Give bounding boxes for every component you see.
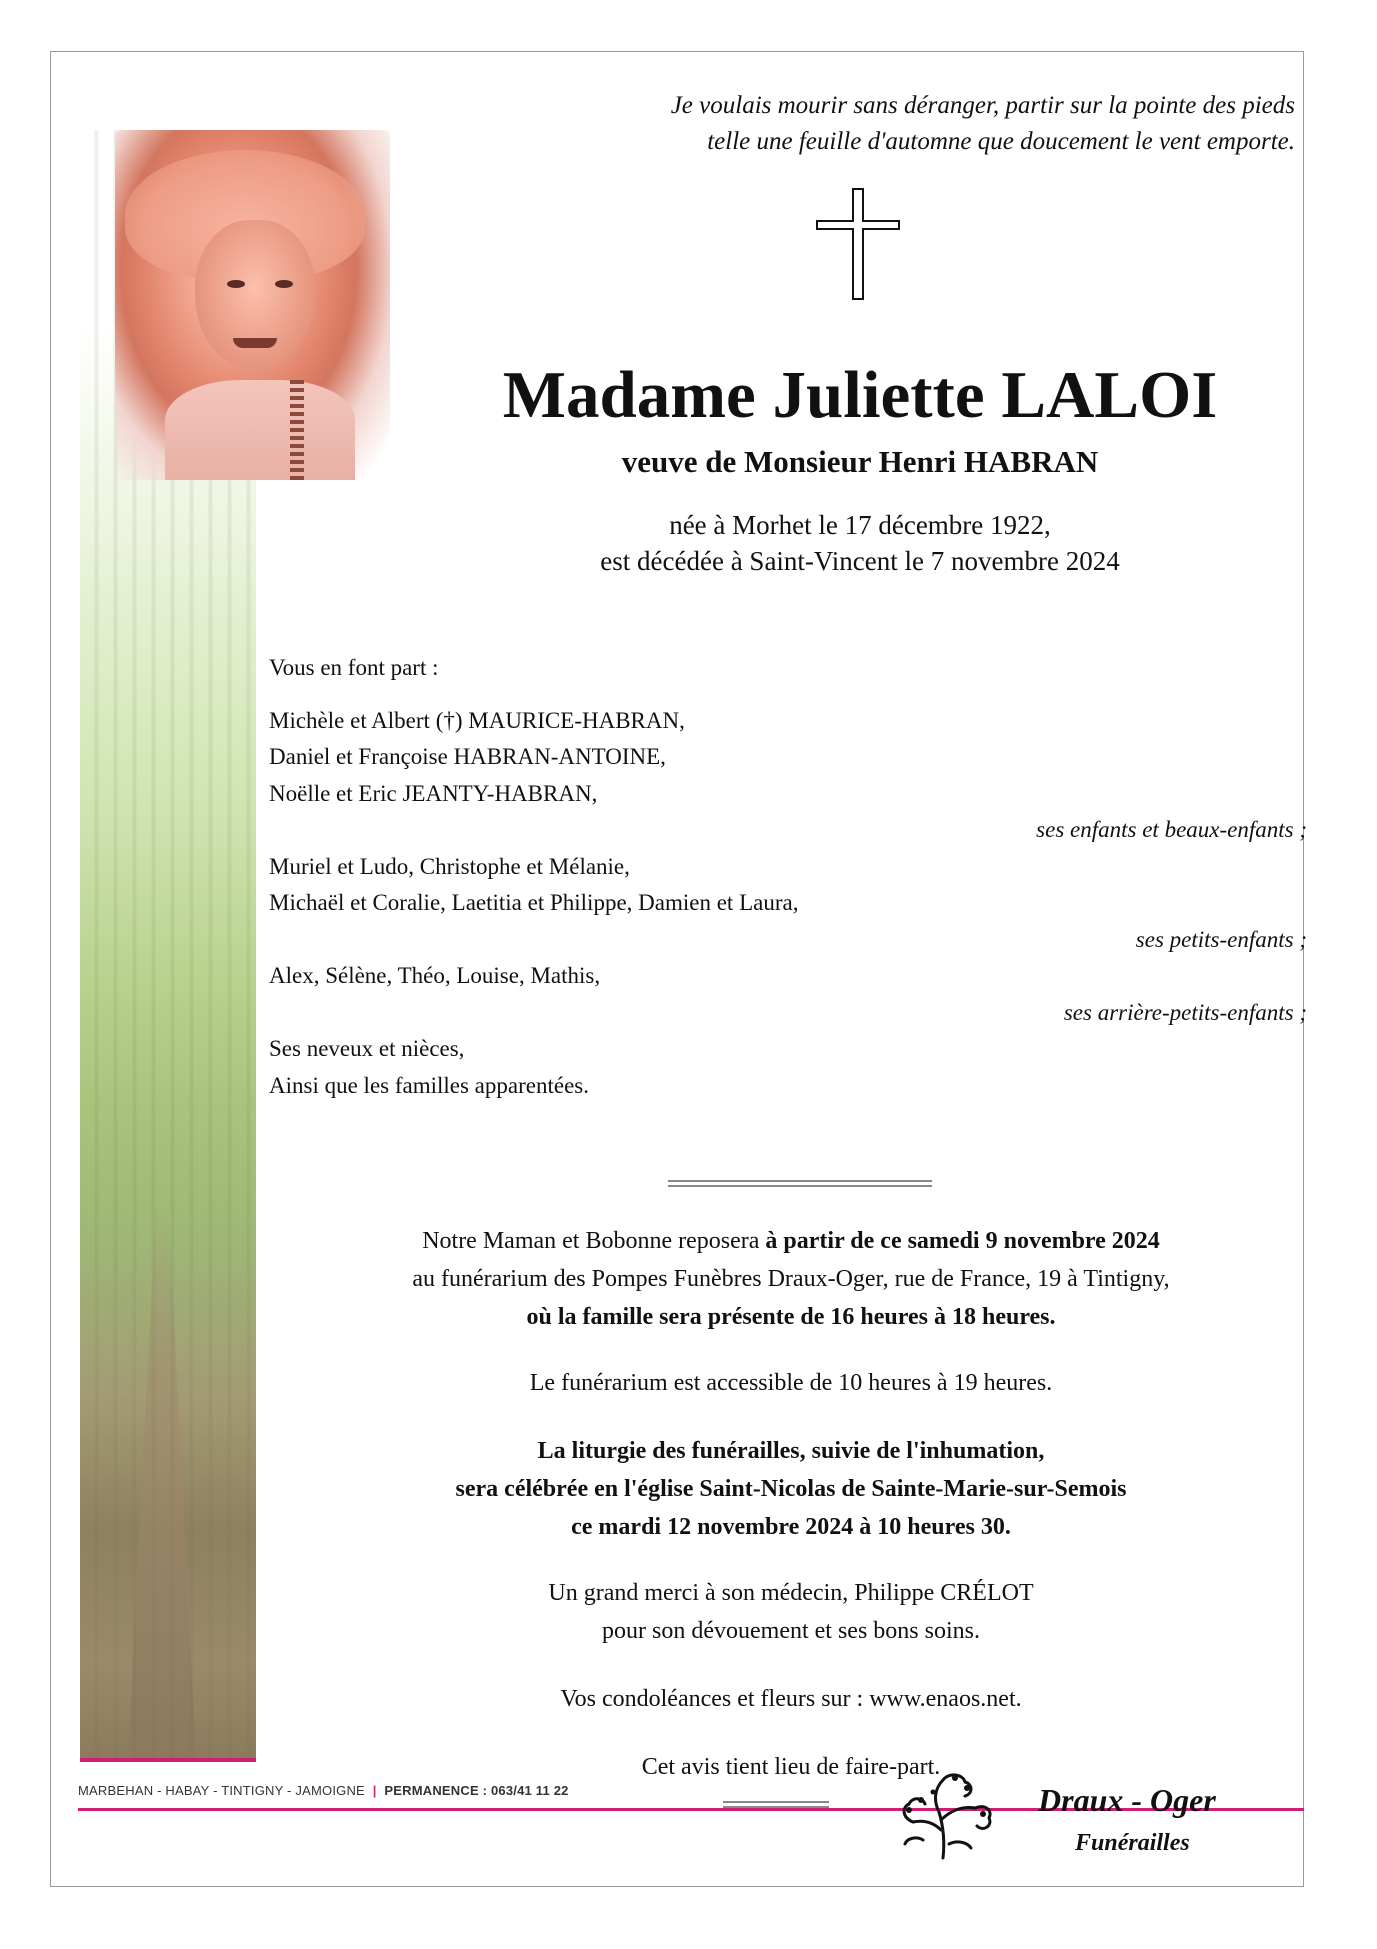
notice-line: Cet avis tient lieu de faire-part. (641, 1754, 941, 1780)
rest-place: au funérarium des Pompes Funèbres Draux-Oger, rue de France, 19 à Tintigny, (412, 1266, 1170, 1292)
epitaph-quote (395, 88, 1295, 160)
thanks-info (256, 1574, 1326, 1650)
forest-path (120, 1200, 200, 1760)
quote-line-1: Je voulais mourir sans déranger, partir sur la pointe des pieds (670, 92, 1295, 119)
portrait-mouth (233, 338, 277, 348)
portrait-eye-right (275, 280, 293, 288)
quote-line-2: telle une feuille d'automne que doucement le vent emporte. (707, 128, 1295, 155)
birth-line: née à Morhet le 17 décembre 1922, (669, 510, 1051, 540)
rest-line-1 (256, 1222, 1326, 1260)
family-grandchild: Muriel et Ludo, Christophe et Mélanie, (269, 853, 630, 879)
portrait-photo (115, 130, 390, 480)
footer-permanence: PERMANENCE : 063/41 11 22 (384, 1783, 569, 1798)
rest-prefix: Notre Maman et Bobonne reposera (422, 1228, 766, 1254)
great-grandchildren-label: ses arrière-petits-enfants ; (1063, 999, 1307, 1025)
family-child: Michèle et Albert (†) MAURICE-HABRAN, (269, 707, 685, 733)
deceased-name: Madame Juliette LALOI (502, 358, 1218, 432)
liturgy-line-3: ce mardi 12 novembre 2024 à 10 heures 30. (571, 1514, 1011, 1540)
footer-contact (78, 1783, 569, 1798)
family-other: Ainsi que les familles apparentées. (269, 1072, 589, 1098)
spouse-line: veuve de Monsieur Henri HABRAN (621, 444, 1099, 479)
thanks-line-2: pour son dévouement et ses bons soins. (602, 1618, 980, 1644)
death-line: est décédée à Saint-Vincent le 7 novembre 2024 (600, 546, 1120, 576)
portrait-eye-left (227, 280, 245, 288)
family-intro: Vous en font part : (269, 655, 439, 680)
brand-name: Draux - Oger (1038, 1782, 1216, 1818)
family-child: Noëlle et Eric JEANTY-HABRAN, (269, 780, 598, 806)
family-great-grandchild: Alex, Sélène, Théo, Louise, Mathis, (269, 963, 601, 988)
family-child: Daniel et Françoise HABRAN-ANTOINE, (269, 744, 666, 769)
family-list (269, 650, 1309, 1104)
family-presence: où la famille sera présente de 16 heures à 18 heures. (526, 1304, 1056, 1330)
brand-subtitle: Funérailles (1075, 1830, 1190, 1856)
rest-info (256, 1222, 1326, 1336)
children-label: ses enfants et beaux-enfants ; (1036, 817, 1307, 842)
family-other: Ses neveux et nièces, (269, 1036, 465, 1061)
portrait-necklace (290, 380, 304, 480)
rest-date: à partir de ce samedi 9 novembre 2024 (765, 1228, 1160, 1254)
access-hours: Le funérarium est accessible de 10 heures à 19 heures. (529, 1370, 1053, 1396)
cross-icon (815, 187, 901, 301)
portrait-collar (165, 380, 355, 480)
liturgy-line-1: La liturgie des funérailles, suivie de l'inhumation, (537, 1438, 1045, 1464)
liturgy-info (256, 1432, 1326, 1546)
tree-logo-icon (893, 1770, 1005, 1862)
family-grandchild: Michaël et Coralie, Laetitia et Philippe, Damien et Laura, (269, 890, 799, 915)
footer-pipe: | (372, 1783, 377, 1798)
condolences-line: Vos condoléances et fleurs sur : www.enaos.net. (560, 1686, 1022, 1712)
banner-accent-line (80, 1758, 256, 1762)
footer-separator (723, 1801, 829, 1808)
liturgy-line-2: sera célébrée en l'église Saint-Nicolas de Sainte-Marie-sur-Semois (455, 1476, 1127, 1502)
thanks-line-1: Un grand merci à son médecin, Philippe CRÉLOT (548, 1580, 1034, 1606)
section-separator (668, 1180, 932, 1187)
birth-death-dates (420, 507, 1300, 579)
footer-locations: MARBEHAN - HABAY - TINTIGNY - JAMOIGNE (78, 1783, 365, 1798)
grandchildren-label: ses petits-enfants ; (1135, 926, 1307, 952)
